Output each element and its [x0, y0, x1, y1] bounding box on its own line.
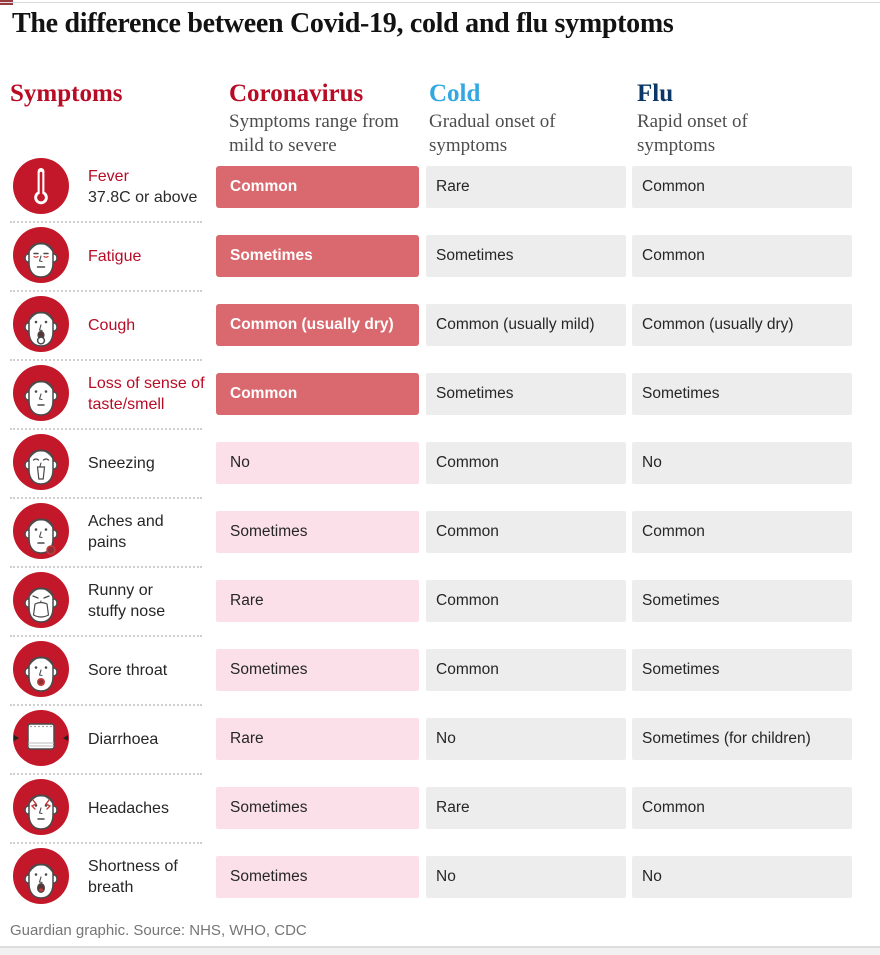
flu-cell: No	[632, 856, 852, 898]
row-separator	[10, 635, 202, 637]
cold-cell: Common	[426, 649, 626, 691]
symptom-label: Cough	[88, 316, 136, 334]
flu-cell: Common	[632, 787, 852, 829]
covid-cell: Rare	[216, 718, 419, 760]
flu-cell: Common	[632, 166, 852, 208]
flu-cell: No	[632, 442, 852, 484]
column-header-cold: Cold	[429, 80, 481, 107]
symptom-label: Shortness of breath	[88, 858, 178, 896]
flu-cell: Sometimes	[632, 373, 852, 415]
covid-cell: Sometimes	[216, 856, 419, 898]
symptom-label: Loss of sense of taste/smell	[88, 375, 205, 413]
column-header-coronavirus: Coronavirus	[229, 80, 364, 107]
table-row-sore-throat	[0, 649, 880, 691]
cold-cell: Common	[426, 511, 626, 553]
row-separator	[10, 773, 202, 775]
table-row-fever	[0, 166, 880, 208]
runny-nose-face-icon	[12, 571, 70, 642]
column-header-flu: Flu	[637, 80, 674, 107]
taste-loss-face-icon	[12, 364, 70, 435]
fatigue-face-icon	[12, 226, 70, 297]
cough-face-icon	[12, 295, 70, 366]
bottom-strip	[0, 948, 880, 955]
flu-cell: Sometimes	[632, 580, 852, 622]
page-title: The difference between Covid-19, cold and flu symptoms	[12, 8, 674, 39]
table-row-runny-nose	[0, 580, 880, 622]
flu-cell: Sometimes	[632, 649, 852, 691]
cold-cell: No	[426, 718, 626, 760]
column-subtitle-flu: Rapid onset of symptoms	[637, 111, 748, 156]
symptom-label: Runny or stuffy nose	[88, 582, 166, 620]
source-credit: Guardian graphic. Source: NHS, WHO, CDC	[10, 922, 307, 939]
flu-cell: Common (usually dry)	[632, 304, 852, 346]
cold-cell: Rare	[426, 166, 626, 208]
row-separator	[10, 566, 202, 568]
cold-cell: Common	[426, 580, 626, 622]
cold-cell: Common (usually mild)	[426, 304, 626, 346]
row-separator	[10, 221, 202, 223]
table-row-headaches	[0, 787, 880, 829]
flu-cell: Common	[632, 511, 852, 553]
cold-cell: No	[426, 856, 626, 898]
covid-cell: No	[216, 442, 419, 484]
symptom-label: Fatigue	[88, 247, 142, 265]
table-row-diarrhoea	[0, 718, 880, 760]
row-separator	[10, 497, 202, 499]
aches-face-icon	[12, 502, 70, 573]
column-subtitle-coronavirus: Symptoms range from mild to severe	[229, 111, 399, 156]
covid-cell: Sometimes	[216, 235, 419, 277]
flu-cell: Sometimes (for children)	[632, 718, 852, 760]
row-separator	[10, 428, 202, 430]
table-row-fatigue	[0, 235, 880, 277]
symptom-label: Aches and pains	[88, 513, 164, 551]
covid-cell: Common	[216, 373, 419, 415]
breathless-face-icon	[12, 847, 70, 918]
headache-face-icon	[12, 778, 70, 849]
row-separator	[10, 842, 202, 844]
symptom-label: Fever	[88, 168, 129, 185]
column-subtitle-cold: Gradual onset of symptoms	[429, 111, 556, 156]
sneezing-face-icon	[12, 433, 70, 504]
covid-cell: Sometimes	[216, 511, 419, 553]
symptom-label: Sneezing	[88, 454, 155, 472]
row-separator	[10, 290, 202, 292]
symptom-detail: 37.8C or above	[88, 189, 198, 206]
covid-cell: Common (usually dry)	[216, 304, 419, 346]
covid-cell: Sometimes	[216, 787, 419, 829]
table-row-aches	[0, 511, 880, 553]
table-row-breathless	[0, 856, 880, 898]
cold-cell: Sometimes	[426, 235, 626, 277]
symptom-label: Diarrhoea	[88, 730, 159, 748]
covid-cell: Common	[216, 166, 419, 208]
cold-cell: Rare	[426, 787, 626, 829]
sore-throat-face-icon	[12, 640, 70, 711]
cold-cell: Common	[426, 442, 626, 484]
covid-cell: Rare	[216, 580, 419, 622]
row-separator	[10, 704, 202, 706]
covid-cell: Sometimes	[216, 649, 419, 691]
row-separator	[10, 359, 202, 361]
top-divider	[0, 2, 880, 3]
table-row-cough	[0, 304, 880, 346]
table-row-sneezing	[0, 442, 880, 484]
toilet-roll-icon	[12, 709, 70, 780]
symptom-label: Sore throat	[88, 661, 168, 679]
symptom-label: Headaches	[88, 799, 169, 817]
cold-cell: Sometimes	[426, 373, 626, 415]
column-header-symptoms: Symptoms	[10, 80, 123, 107]
flu-cell: Common	[632, 235, 852, 277]
table-row-taste-loss	[0, 373, 880, 415]
thermometer-icon	[12, 157, 70, 228]
